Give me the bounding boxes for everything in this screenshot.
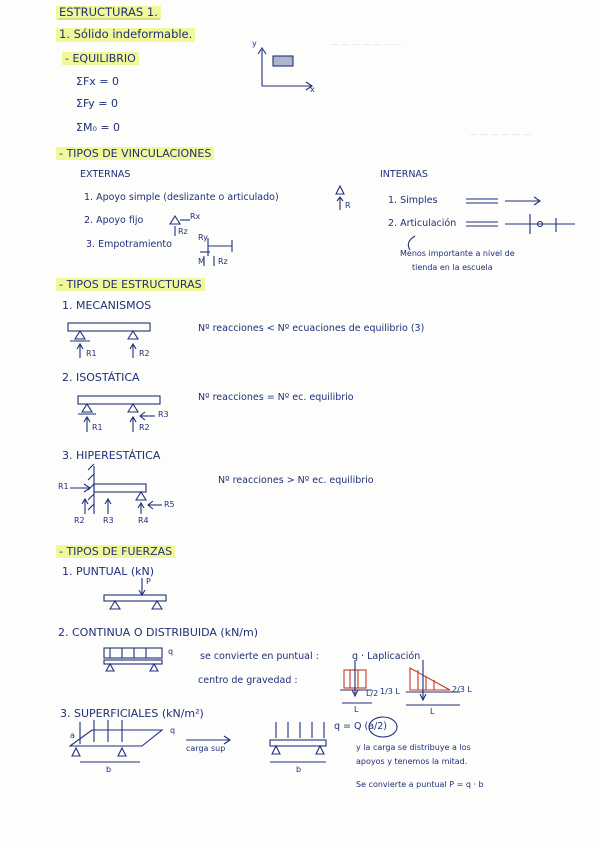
reaction-label: R1 (86, 349, 97, 358)
column-heading: EXTERNAS (80, 169, 131, 180)
list-item: 1. Simples (388, 195, 438, 206)
support-simple-symbol (336, 186, 344, 210)
subsection-heading: 2. CONTINUA O DISTRIBUIDA (kN/m) (58, 626, 259, 639)
subsection-heading: 1. PUNTUAL (kN) (62, 565, 155, 578)
internal-simple-symbol (466, 197, 540, 205)
rule-text: Nº reacciones = Nº ec. equilibrio (198, 392, 354, 403)
rule-text: centro de gravedad : (198, 675, 298, 686)
dimension-label: L (354, 705, 359, 714)
surface-to-line-beam (270, 722, 326, 762)
reaction-label: R3 (158, 410, 169, 419)
rule-text: se convierte en puntual : (200, 651, 319, 662)
reaction-label: R3 (103, 516, 114, 525)
equation: ΣFx = 0 (76, 75, 119, 88)
distributed-load-beam (104, 648, 162, 671)
rule-text: Nº reacciones > Nº ec. equilibrio (218, 475, 374, 486)
reaction-label: R2 (139, 349, 150, 358)
subsection-heading: - EQUILIBRIO (62, 52, 139, 65)
reaction-label: R (345, 201, 351, 210)
reaction-label: R2 (74, 516, 85, 525)
reaction-label: R5 (164, 500, 175, 509)
reaction-label: M (198, 257, 205, 266)
reaction-label: R2 (139, 423, 150, 432)
note: Menos importante a nivel de (400, 249, 515, 258)
list-item: 2. Apoyo fijo (84, 215, 144, 226)
rule-text: Nº reacciones < Nº ecuaciones de equilibrio (3) (198, 323, 425, 334)
reaction-label: Rz (178, 227, 188, 236)
note: tienda en la escuela (412, 263, 493, 272)
note-arrow (408, 236, 415, 250)
arrow-label: carga sup (186, 744, 226, 753)
reaction-label: R1 (58, 482, 69, 491)
equation: ΣFy = 0 (76, 97, 118, 110)
section-heading: 1. Sólido indeformable. (56, 28, 195, 42)
hyperstatic-beam (70, 464, 162, 514)
note: Se convierte a puntual P = q · b (356, 780, 484, 789)
reaction-label: Ry (198, 233, 208, 242)
centroid-triangular-diagram (406, 660, 460, 705)
dimension-label: L/2 (366, 689, 379, 698)
reaction-label: Rz (218, 257, 228, 266)
list-item: 1. Apoyo simple (deslizante o articulado) (84, 192, 279, 203)
page-title: ESTRUCTURAS 1. (56, 6, 161, 20)
dimension-label: 2/3 L (452, 685, 472, 694)
dimension-label: a (70, 731, 75, 740)
subsection-heading: 2. ISOSTÁTICA (62, 371, 140, 384)
dimension-label: b (296, 765, 302, 774)
bleed-through-text: — — — — — — (470, 130, 531, 139)
subsection-heading: 3. HIPERESTÁTICA (62, 449, 161, 462)
load-label: P (146, 577, 151, 586)
column-heading: INTERNAS (380, 169, 428, 180)
list-item: 2. Articulación (388, 218, 457, 229)
subsection-heading: 1. MECANISMOS (62, 299, 152, 312)
reaction-label: R4 (138, 516, 149, 525)
load-label: q (168, 647, 174, 656)
axis-label-x: x (310, 85, 315, 94)
note: y la carga se distribuye a los (356, 743, 471, 752)
section-heading: - TIPOS DE VINCULACIONES (56, 147, 214, 160)
reaction-label: Rx (190, 212, 201, 221)
dimension-label: b (106, 765, 112, 774)
formula: q = Q (a/2) (334, 721, 388, 732)
reaction-label: R1 (92, 423, 103, 432)
section-heading: - TIPOS DE FUERZAS (56, 545, 175, 558)
formula: q · Laplicación (352, 651, 421, 662)
dimension-label: L (430, 707, 435, 716)
dimension-label: 1/3 L (380, 687, 400, 696)
load-label: q (170, 726, 176, 735)
bleed-through-text: — — — — — — — (330, 40, 402, 49)
mechanism-beam (68, 323, 150, 358)
surface-load-plate (70, 720, 162, 762)
axis-label-y: y (252, 39, 257, 48)
subsection-heading: 3. SUPERFICIALES (kN/m²) (60, 707, 204, 720)
note: apoyos y tenemos la mitad. (356, 757, 468, 766)
axes-sketch (258, 48, 312, 90)
point-load-beam (104, 578, 166, 609)
equation: ΣM₀ = 0 (76, 121, 121, 134)
list-item: 3. Empotramiento (86, 239, 172, 250)
internal-hinge-symbol (466, 214, 575, 234)
section-heading: - TIPOS DE ESTRUCTURAS (56, 278, 205, 291)
